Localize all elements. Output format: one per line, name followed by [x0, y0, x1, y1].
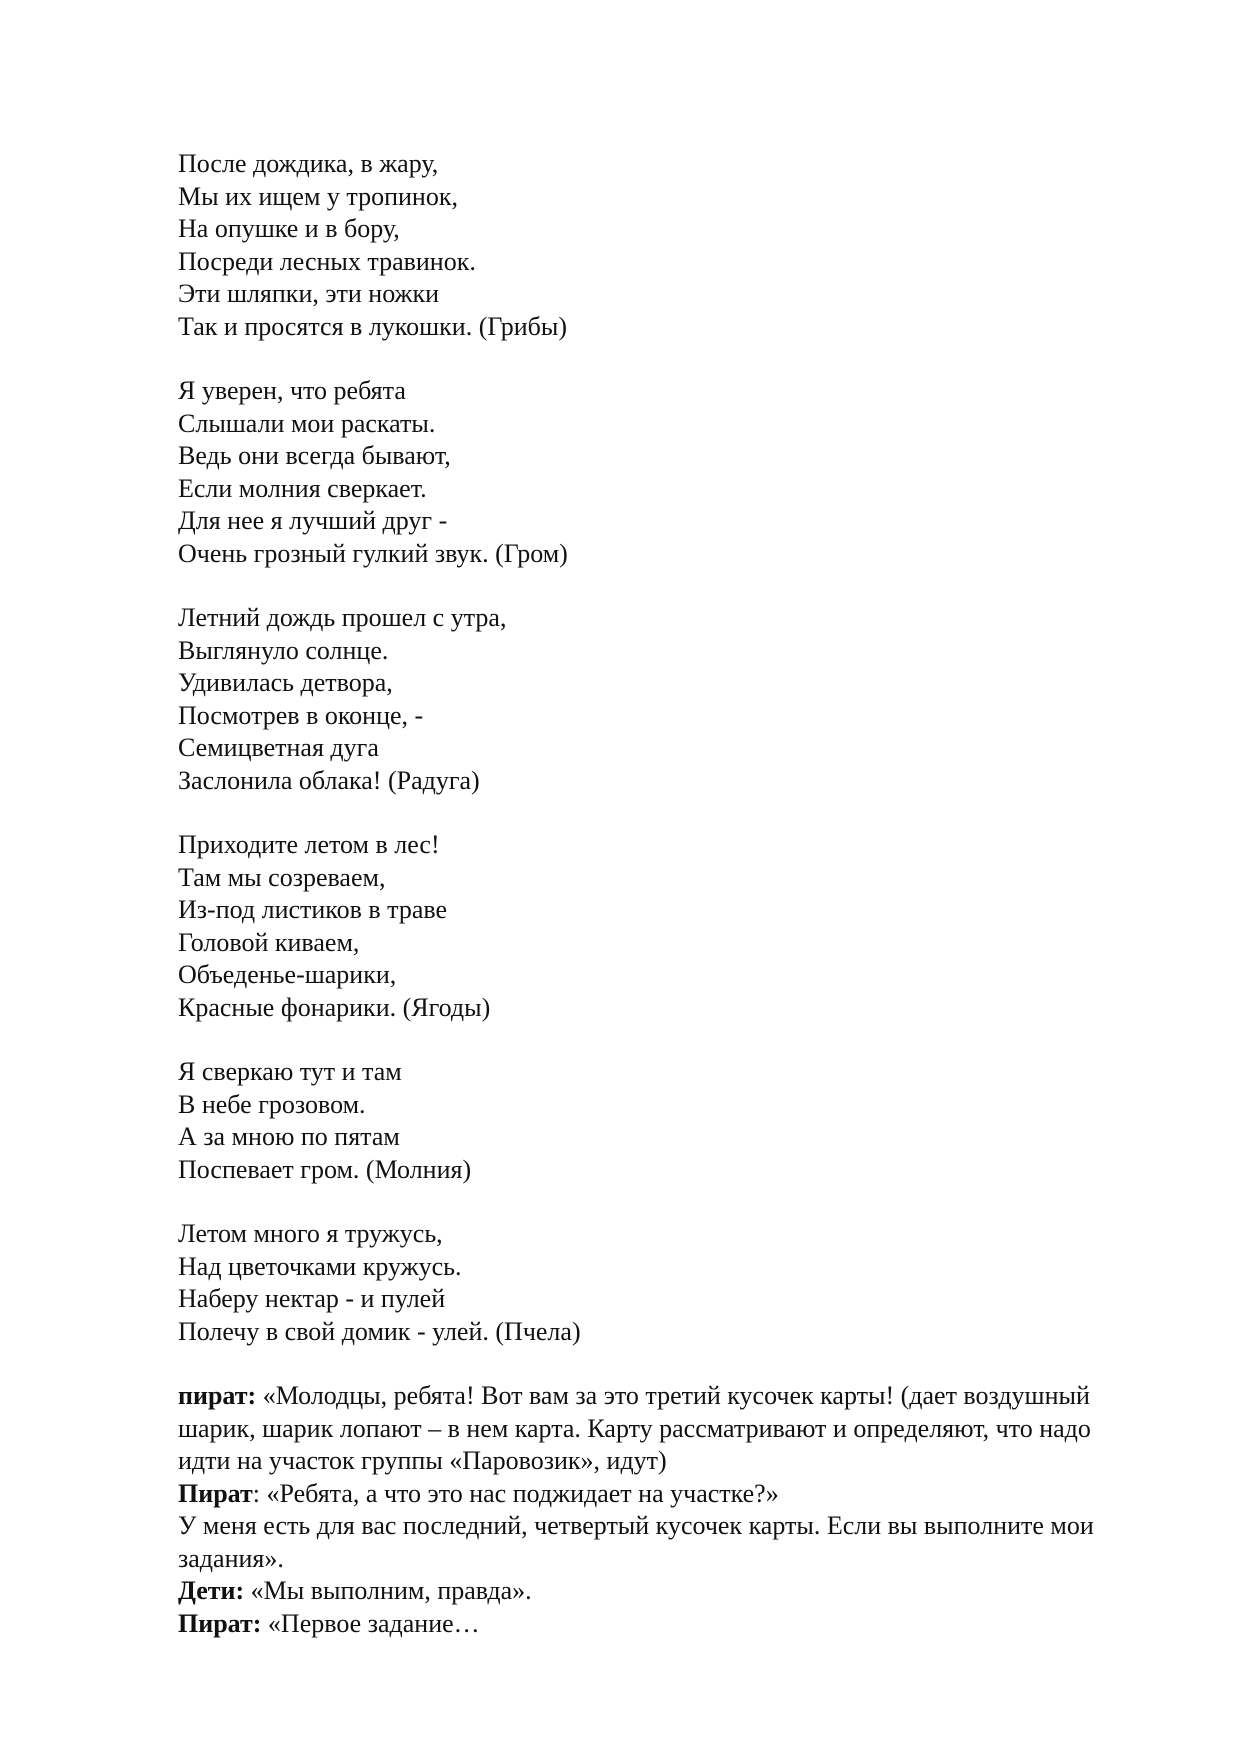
riddle-stanza — [178, 602, 1138, 797]
riddle-line: Над цветочками кружусь. — [178, 1251, 462, 1281]
dialogue-text: «Первое задание… — [261, 1608, 480, 1638]
dialogue-paragraph — [178, 1575, 1138, 1608]
riddle-line: Я сверкаю тут и там — [178, 1057, 402, 1086]
riddle-line: Семицветная дуга — [178, 733, 379, 762]
riddle-line: Объеденье-шарики, — [178, 960, 397, 989]
riddle-line: Для нее я лучший друг - — [178, 506, 448, 535]
speaker-name: Пират: — [178, 1608, 262, 1638]
riddle-line: Ведь они всегда бывают, — [178, 441, 451, 470]
riddle-line: Посмотрев в оконце, - — [178, 700, 424, 730]
riddle-line: Из-под листиков в траве — [178, 895, 448, 924]
riddle-stanza — [178, 148, 1138, 343]
riddle-line: Заслонила облака! (Радуга) — [178, 765, 480, 795]
dialogue-text: «Молодцы, ребята! Вот вам за это третий кусочек карты! (дает воздушный шарик, шарик лопают – в нем карта. Карту рассматривают и определяют, что надо идти на участок группы «Паровозик», идут) — [178, 1381, 1091, 1475]
dialogue-paragraph — [178, 1380, 1138, 1478]
dialogue-text: У меня есть для вас последний, четвертый кусочек карты. Если вы выполните мои задания». — [178, 1511, 1094, 1573]
riddle-line: Головой киваем, — [178, 927, 360, 957]
dialogue-paragraph — [178, 1510, 1138, 1575]
riddle-line: Приходите летом в лес! — [178, 830, 440, 859]
riddle-line: Летний дождь прошел с утра, — [178, 603, 507, 632]
dialogue-block — [178, 1380, 1138, 1640]
riddle-line: Поспевает гром. (Молния) — [178, 1154, 472, 1184]
riddle-line: А за мною по пятам — [178, 1122, 400, 1151]
riddle-line: Слышали мои раскаты. — [178, 408, 436, 438]
riddle-line: Так и просятся в лукошки. (Грибы) — [178, 311, 568, 341]
riddle-line: Эти шляпки, эти ножки — [178, 279, 440, 308]
riddle-stanza — [178, 375, 1138, 570]
riddle-line: Посреди лесных травинок. — [178, 246, 476, 276]
riddle-line: Летом много я тружусь, — [178, 1219, 443, 1248]
speaker-name: Дети: — [178, 1576, 245, 1605]
riddle-line: Удивилась детвора, — [178, 668, 393, 697]
speaker-name: Пират — [178, 1478, 253, 1508]
dialogue-text: : «Ребята, а что это нас поджидает на участке?» — [252, 1478, 779, 1508]
riddle-line: После дождика, в жару, — [178, 149, 439, 178]
riddle-line: Там мы созреваем, — [178, 862, 386, 892]
speaker-name: пират: — [178, 1381, 257, 1410]
riddle-line: В небе грозовом. — [178, 1089, 366, 1119]
riddle-line: Выглянуло солнце. — [178, 635, 389, 665]
riddle-line: Если молния сверкает. — [178, 473, 427, 503]
riddle-line: На опушке и в бору, — [178, 214, 400, 243]
dialogue-paragraph — [178, 1608, 1138, 1641]
riddle-line: Очень грозный гулкий звук. (Гром) — [178, 538, 568, 568]
riddle-stanza — [178, 829, 1138, 1024]
dialogue-text: «Мы выполним, правда». — [244, 1576, 532, 1605]
riddle-stanza — [178, 1056, 1138, 1186]
riddle-stanza — [178, 1218, 1138, 1348]
riddle-line: Я уверен, что ребята — [178, 376, 406, 405]
riddle-line: Полечу в свой домик - улей. (Пчела) — [178, 1316, 581, 1346]
riddle-line: Красные фонарики. (Ягоды) — [178, 992, 491, 1022]
riddle-line: Мы их ищем у тропинок, — [178, 181, 458, 211]
dialogue-paragraph — [178, 1478, 1138, 1511]
riddle-line: Наберу нектар - и пулей — [178, 1284, 446, 1313]
document-content — [178, 148, 1138, 1640]
